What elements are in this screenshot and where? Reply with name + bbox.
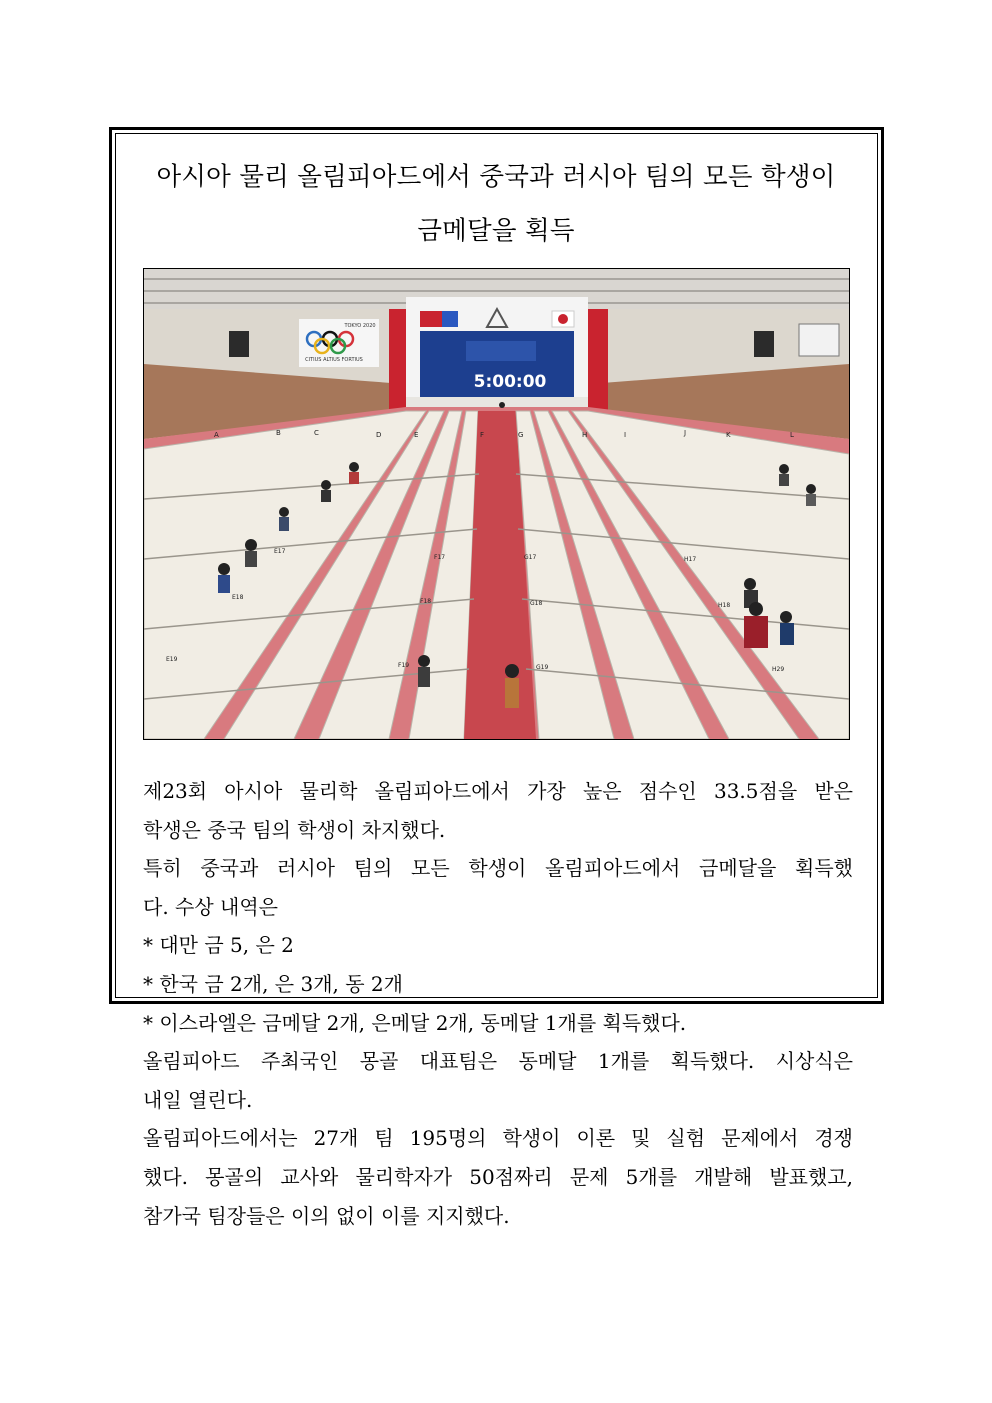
para-7-line-1: 올림피아드에서는 27개 팀 195명의 학생이 이론 및 실험 문제에서 경쟁: [143, 1126, 853, 1151]
row-label-A: A: [214, 431, 219, 439]
row-label-D: D: [376, 431, 382, 439]
article-title: [120, 150, 872, 258]
para-2-line-1: 특히 중국과 러시아 팀의 모든 학생이 올림피아드에서 금메달을 획득했: [143, 856, 853, 881]
desk-label-G18: G18: [530, 600, 543, 607]
desk-label-G17: G17: [524, 554, 537, 561]
row-label-B: B: [276, 429, 281, 437]
row-label-J: J: [684, 429, 687, 437]
desk-label-E17: E17: [274, 548, 286, 555]
exam-hall-photo: [143, 268, 850, 740]
row-label-G: G: [518, 431, 524, 439]
award-taiwan: * 대만 금 5, 은 2: [143, 933, 294, 958]
award-korea: * 한국 금 2개, 은 3개, 동 2개: [143, 971, 403, 996]
para-7-line-2: 했다. 몽골의 교사와 물리학자가 50점짜리 문제 5개를 개발해 발표했고,: [143, 1164, 853, 1189]
article-body: [143, 772, 853, 1235]
para-1-line-2: 학생은 중국 팀의 학생이 차지했다.: [143, 817, 446, 842]
para-2-line-2: 다. 수상 내역은: [143, 894, 278, 919]
row-label-C: C: [314, 429, 319, 437]
tokyo-banner-text: TOKYO 2020: [344, 323, 376, 329]
row-label-E: E: [414, 431, 419, 439]
desk-label-E19: E19: [166, 656, 178, 663]
para-7-line-3: 참가국 팀장들은 이의 없이 이를 지지했다.: [143, 1203, 510, 1228]
desk-label-H17: H17: [684, 556, 697, 563]
desk-label-H29: H29: [772, 666, 785, 673]
row-label-F: F: [480, 431, 485, 439]
para-6-line-1: 올림피아드 주최국인 몽골 대표팀은 동메달 1개를 획득했다. 시상식은: [143, 1049, 853, 1074]
row-label-H: H: [582, 431, 588, 439]
row-label-L: L: [790, 431, 794, 439]
para-6-line-2: 내일 열린다.: [143, 1087, 253, 1112]
award-israel: * 이스라엘은 금메달 2개, 은메달 2개, 동메달 1개를 획득했다.: [143, 1010, 687, 1035]
para-1-line-1: 제23회 아시아 물리학 올림피아드에서 가장 높은 점수인 33.5점을 받은: [143, 779, 853, 803]
desk-label-F17: F17: [434, 554, 446, 561]
countdown-timer: 5:00:00: [473, 372, 547, 392]
desk-label-F19: F19: [398, 662, 410, 669]
row-label-K: K: [726, 431, 731, 439]
desk-label-E18: E18: [232, 594, 244, 601]
title-line-2: 금메달을 획득: [417, 216, 575, 246]
olympic-motto-text: CITIUS ALTIUS FORTIUS: [305, 357, 363, 363]
title-line-1: 아시아 물리 올림피아드에서 중국과 러시아 팀의 모든 학생이: [156, 162, 836, 192]
desk-label-F18: F18: [420, 598, 432, 605]
desk-label-H18: H18: [718, 602, 731, 609]
desk-label-G19: G19: [536, 664, 549, 671]
row-label-I: I: [624, 431, 627, 439]
